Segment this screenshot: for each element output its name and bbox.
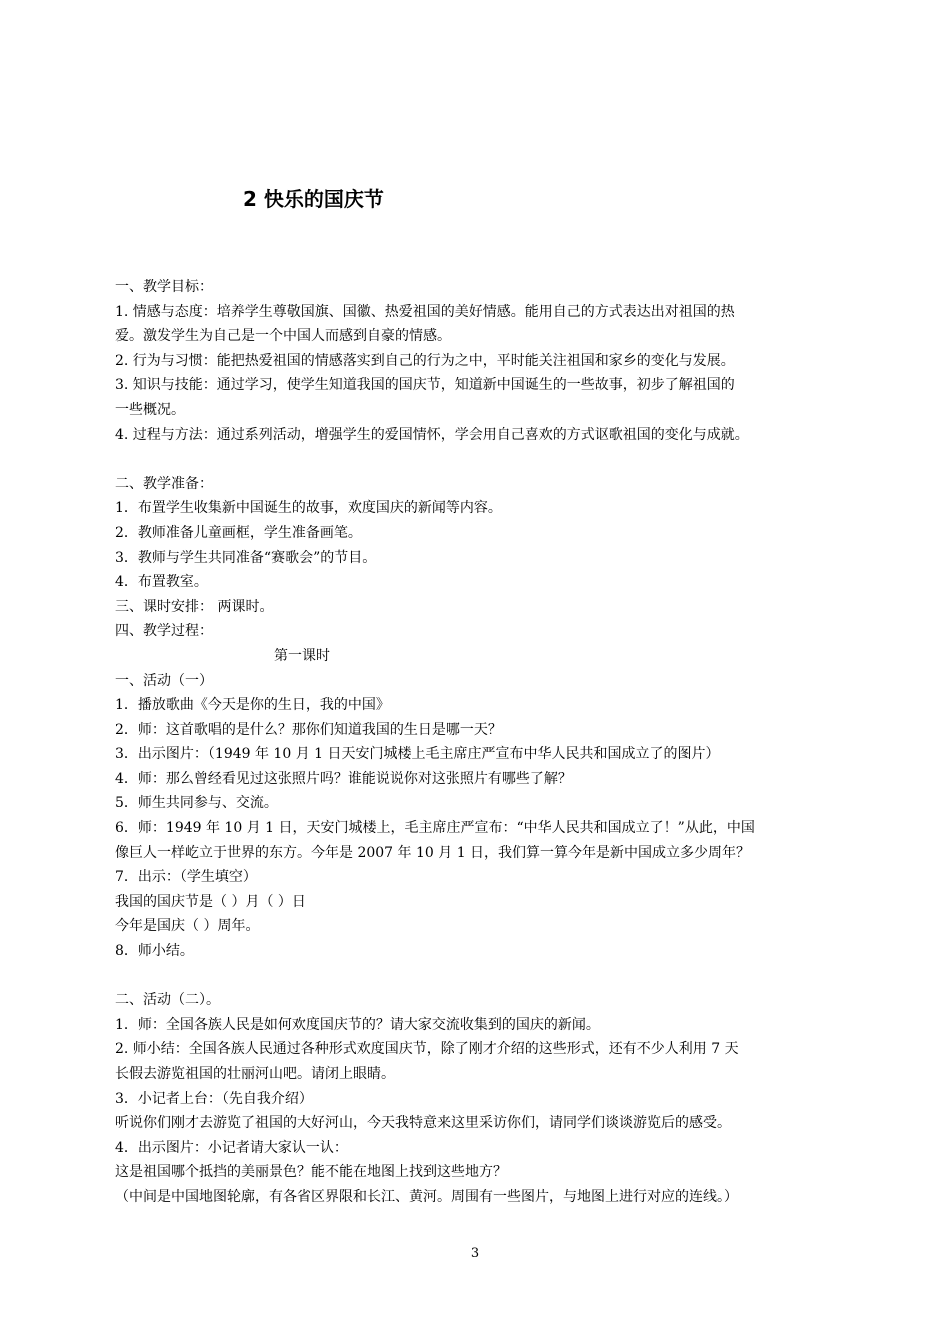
section-heading-preparation: 二、教学准备： (115, 475, 213, 492)
paragraph-line: 我国的国庆节是（ ）月（ ）日 (115, 893, 306, 910)
paragraph-line: 4．师：那么曾经看见过这张照片吗？谁能说说你对这张照片有哪些了解？ (115, 770, 572, 787)
paragraph-line: 8．师小结。 (115, 943, 194, 960)
paragraph-line: 1．播放歌曲《今天是你的生日，我的中国》 (115, 697, 390, 714)
paragraph-line: 2. 师小结：全国各族人民通过各种形式欢度国庆节，除了刚才介绍的这些形式，还有不少人利用 7 天 (115, 1041, 739, 1058)
section-heading-schedule: 三、课时安排： 两课时。 (115, 598, 274, 615)
paragraph-line: 今年是国庆（ ）周年。 (115, 918, 260, 935)
activity-heading: 一、活动（一） (115, 672, 213, 689)
paragraph-line: 一些概况。 (115, 401, 185, 418)
paragraph-line: 3．出示图片：（1949 年 10 月 1 日天安门城楼上毛主席庄严宣布中华人民共和国成立了的图片） (115, 746, 720, 763)
lesson-heading: 第一课时 (274, 647, 330, 664)
paragraph-line: 6．师：1949 年 10 月 1 日，天安门城楼上，毛主席庄严宣布：“中华人民共和国成立了！”从此，中国 (115, 820, 755, 837)
paragraph-line: 4．布置教室。 (115, 574, 208, 591)
paragraph-line: （中间是中国地图轮廓，有各省区界限和长江、黄河。周围有一些图片，与地图上进行对应的连线。） (115, 1188, 738, 1205)
section-heading-objectives: 一、教学目标： (115, 279, 213, 295)
paragraph-line: 1. 情感与态度：培养学生尊敬国旗、国徽、热爱祖国的美好情感。能用自己的方式表达出对祖国的热 (115, 303, 735, 320)
blank-line (115, 964, 845, 989)
paragraph-line: 1．师：全国各族人民是如何欢度国庆节的？请大家交流收集到的国庆的新闻。 (115, 1016, 600, 1033)
paragraph-line: 1．布置学生收集新中国诞生的故事，欢度国庆的新闻等内容。 (115, 500, 502, 517)
paragraph-line: 4. 过程与方法：通过系列活动，增强学生的爱国情怀，学会用自己喜欢的方式讴歌祖国的变化与成就。 (115, 426, 749, 443)
paragraph-line: 2. 行为与习惯：能把热爱祖国的情感落实到自己的行为之中，平时能关注祖国和家乡的变化与发展。 (115, 352, 735, 369)
paragraph-line: 3．教师与学生共同准备“赛歌会”的节目。 (115, 549, 377, 566)
paragraph-line: 3．小记者上台：（先自我介绍） (115, 1090, 313, 1107)
paragraph-line: 长假去游览祖国的壮丽河山吧。请闭上眼睛。 (115, 1066, 395, 1082)
document-body (115, 275, 845, 1210)
paragraph-line: 4．出示图片：小记者请大家认一认： (115, 1139, 348, 1156)
page-title: 2 快乐的国庆节 (243, 187, 384, 211)
paragraph-line: 5．师生共同参与、交流。 (115, 795, 278, 812)
paragraph-line: 像巨人一样屹立于世界的东方。今年是 2007 年 10 月 1 日，我们算一算今年是新中国成立多少周年？ (115, 844, 751, 861)
paragraph-line: 这是祖国哪个抵挡的美丽景色？能不能在地图上找到这些地方？ (115, 1164, 507, 1181)
paragraph-line: 7．出示：（学生填空） (115, 869, 257, 886)
paragraph-line: 3. 知识与技能：通过学习，使学生知道我国的国庆节，知道新中国诞生的一些故事，初步了解祖国的 (115, 377, 735, 394)
paragraph-line: 听说你们刚才去游览了祖国的大好河山，今天我特意来这里采访你们，请同学们谈谈游览后的感受。 (115, 1115, 731, 1132)
activity-heading: 二、活动（二）。 (115, 992, 220, 1009)
paragraph-line: 2．教师准备儿童画框，学生准备画笔。 (115, 524, 362, 541)
section-heading-process: 四、教学过程： (115, 623, 213, 640)
page-number: 3 (470, 1246, 480, 1261)
paragraph-line: 2．师：这首歌唱的是什么？那你们知道我国的生日是哪一天？ (115, 721, 502, 738)
paragraph-line: 爱。激发学生为自己是一个中国人而感到自豪的情感。 (115, 328, 451, 345)
blank-line (115, 447, 845, 472)
